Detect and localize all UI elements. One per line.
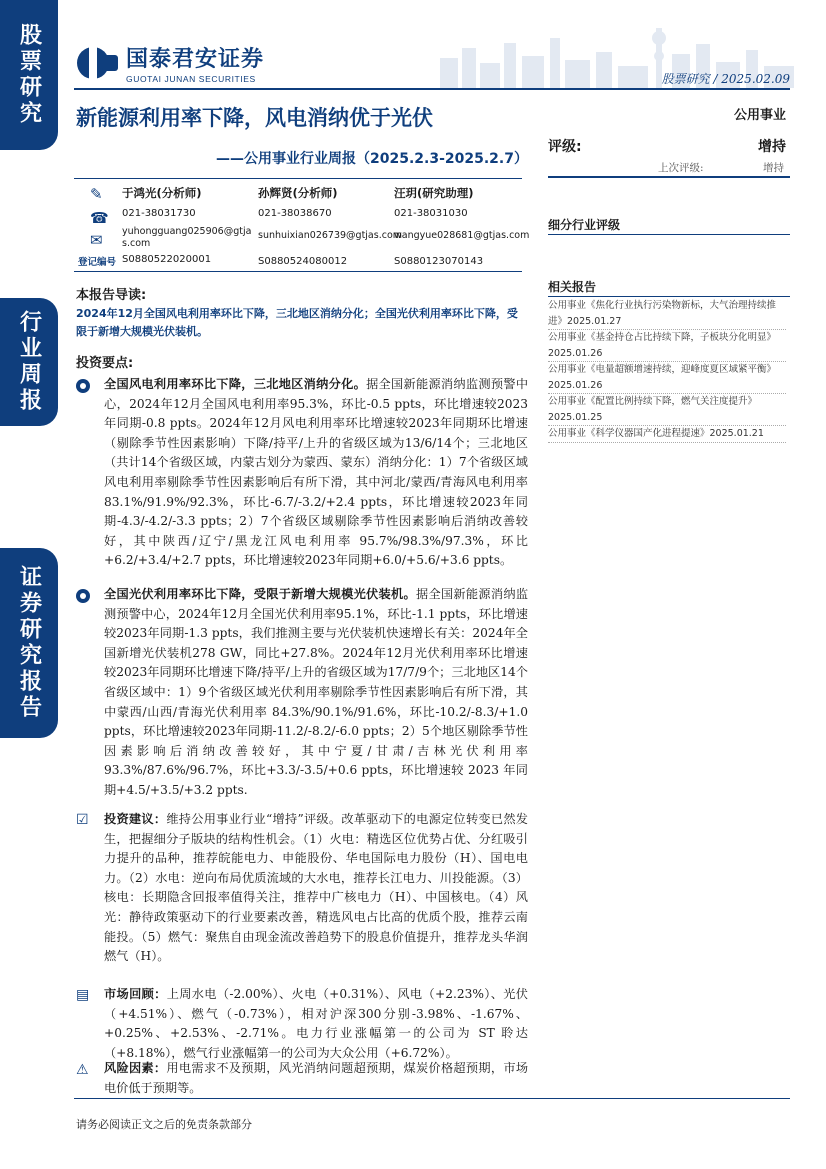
point-solar — [104, 585, 528, 801]
chart-icon: ▤ — [76, 987, 90, 1003]
author-3 — [394, 186, 530, 268]
checklist-icon: ☑ — [76, 812, 89, 828]
point-investment — [104, 810, 528, 967]
author-reg: S0880524080012 — [258, 256, 348, 267]
point-head: 市场回顾： — [104, 987, 167, 1001]
sidebar-block-weekly — [0, 298, 58, 426]
mail-icon: ✉ — [90, 231, 103, 249]
related-report-item[interactable]: 公用事业《电量超额增速持续，迎峰度夏区域紧平衡》2025.01.26 — [548, 362, 786, 394]
sidebar-label-weekly: 行业周报 — [16, 310, 42, 414]
related-report-item[interactable]: 公用事业《科学仪器国产化进程提速》2025.01.21 — [548, 426, 786, 443]
related-report-item[interactable]: 公用事业《基金持仓占比持续下降，子板块分化明显》2025.01.26 — [548, 330, 786, 362]
author-phone: 021-38031030 — [394, 208, 468, 219]
prev-rating-label: 上次评级: — [658, 162, 704, 174]
registration-label: 登记编号 — [78, 257, 117, 268]
sidebar-block-stock-research — [0, 0, 58, 150]
point-wind — [104, 375, 528, 571]
point-body: 据全国新能源消纳监测预警中心，2024年12月全国风电利用率95.3%，环比-0.5 ppts，环比增速较2023年同期-0.8 ppts。2024年12月风电利用率环比增速较2023年同期环比增速（剔除季节性因素影响）下降/持平/上升的省级区域为13/6/14个；三北地区（共计14个省级区域，内蒙古划分为蒙西、蒙东）消纳分化：1）7个省级区域风电利用率剔除季节性因素影响后有所下滑，其中河北/蒙西/青海风电利用率 83.1%/91.9%/92.3%，环比-6.7/-3.2/+2.4 ppts，环比增速较2023年同期-4.3/-4.2/-3.3 ppts；2）7个省级区域剔除季节性因素影响后消纳改善较好，其中陕西/辽宁/黑龙江风电利用率 95.7%/98.3%/97.3%，环比+6.2/+3.4/+2.7 ppts，环比增速较2023年同期+6.0/+5.6/+3.6 ppts。 — [104, 377, 529, 568]
report-subtitle: ——公用事业行业周报（2025.2.3-2025.2.7） — [216, 151, 528, 167]
point-head: 全国光伏利用率环比下降，受限于新增大规模光伏装机。 — [104, 587, 416, 601]
header-category: 股票研究 — [661, 72, 710, 86]
sub-rating-rule — [548, 234, 790, 235]
author-name: 汪玥(研究助理) — [394, 186, 474, 200]
point-head: 投资建议： — [104, 812, 167, 826]
footer-disclaimer: 请务必阅读正文之后的免责条款部分 — [76, 1118, 252, 1131]
point-head: 全国风电利用率环比下降，三北地区消纳分化。 — [104, 377, 367, 391]
header-separator: / — [713, 72, 722, 86]
header-rule — [74, 88, 790, 90]
author-name: 于鸿光(分析师) — [122, 186, 202, 200]
author-2 — [258, 186, 403, 268]
author-1 — [122, 187, 254, 266]
author-reg: S0880123070143 — [394, 256, 484, 267]
author-email[interactable]: yuhongguang025906@gtjas.com — [122, 226, 252, 249]
author-phone: 021-38031730 — [122, 208, 196, 219]
point-body: 维持公用事业行业“增持”评级。改革驱动下的电源定位转变已然发生，把握细分子版块的结构性机会。（1）火电：精选区位优势占优、分红吸引力提升的品种，推荐皖能电力、申能股份、华电国际电力股份（H）、国电电力。（2）水电：逆向布局优质流域的大水电，推荐长江电力、川投能源。（3）核电：长期隐含回报率值得关注，推荐中广核电力（H）、中国核电。（4）风光：静待政策驱动下的行业要素改善，精选风电占比高的优质个股，推荐云南能投。（5）燃气：聚焦自由现金流改善趋势下的股息价值提升，推荐龙头华润燃气（H）。 — [104, 812, 528, 964]
warning-icon: ⚠ — [76, 1062, 89, 1078]
rating-label: 评级: — [548, 139, 582, 155]
point-body: 上周水电（-2.00%）、火电（+0.31%）、风电（+2.23%）、光伏（+4.51%）、燃气（-0.73%），相对沪深300分别-3.98%、-1.67%、+0.25%、+2.53%、-2.71%。电力行业涨幅第一的公司为 ST 聆达（+8.18%），燃气行业涨幅第一的公司为大众公用（+6.72%）。 — [104, 987, 528, 1060]
author-phone: 021-38038670 — [258, 208, 332, 219]
point-body: 据全国新能源消纳监测预警中心，2024年12月全国光伏利用率95.1%，环比-1.1 ppts，环比增速较2023年同期-1.3 ppts，我们推测主要与光伏装机快速增长有关：2024年全国新增光伏装机278 GW，同比+27.8%。2024年12月光伏利用率环比增速较2023年同期环比增速下降/持平/上升的省级区域为17/7/9个；三北地区14个省级区域中：1）9个省级区域光伏利用率剔除季节性因素影响后有所下滑，其中蒙西/山西/青海光伏利用率 84.3%/90.1%/91.6%，环比-10.2/-8.3/+1.0 ppts，环比增速较2023年同期-11.2/-8.2/-6.0 ppts；2）5个地区剔除季节性因素影响后消纳改善较好，其中宁夏/甘肃/吉林光伏利用率 93.3%/87.6%/96.7%，环比+3.3/-3.5/+0.6 ppts，环比增速较 2023 年同期+4.5/+3.5/+3.2 ppts. — [104, 587, 529, 797]
rating-value: 增持 — [758, 139, 786, 155]
point-risk — [104, 1059, 528, 1098]
author-name: 孙辉贤(分析师) — [258, 186, 338, 200]
phone-icon: ☎ — [90, 209, 109, 227]
report-title: 新能源利用率下降，风电消纳优于光伏 — [76, 106, 433, 130]
header-date: 2025.02.09 — [721, 72, 790, 86]
pen-icon: ✎ — [90, 185, 103, 203]
point-head: 风险因素： — [104, 1061, 167, 1075]
footer-rule — [74, 1098, 790, 1099]
related-reports-list — [548, 298, 786, 443]
sidebar-label-stock-research: 股票研究 — [16, 23, 42, 127]
logo-cn-text: 国泰君安证券 — [126, 47, 265, 72]
related-report-item[interactable]: 公用事业《焦化行业执行污染物新标，大气治理持续推进》2025.01.27 — [548, 298, 786, 330]
related-report-item[interactable]: 公用事业《配置比例持续下降，燃气关注度提升》2025.01.25 — [548, 394, 786, 426]
company-logo — [76, 42, 264, 84]
guide-text: 2024年12月全国风电利用率环比下降，三北地区消纳分化；全国光伏利用率环比下降，受限于新增大规模光伏装机。 — [76, 307, 518, 338]
points-heading: 投资要点: — [76, 356, 134, 371]
point-market — [104, 985, 528, 1063]
guide-heading: 本报告导读: — [76, 288, 147, 303]
logo-en-text: GUOTAI JUNAN SECURITIES — [126, 74, 256, 84]
related-reports-rule — [548, 296, 790, 297]
bullet-icon — [76, 379, 90, 393]
author-email[interactable]: sunhuixian026739@gtjas.com — [258, 230, 403, 241]
industry-label: 公用事业 — [733, 108, 786, 123]
author-reg: S0880522020001 — [122, 254, 212, 265]
author-email[interactable]: wangyue028681@gtjas.com — [394, 230, 530, 241]
logo-mark-icon — [76, 46, 120, 80]
header-meta — [662, 70, 790, 87]
rating-rule — [548, 176, 790, 178]
sub-rating-title: 细分行业评级 — [548, 218, 621, 232]
authors-block — [74, 178, 530, 272]
bullet-icon — [76, 589, 90, 603]
point-body: 用电需求不及预期，风光消纳问题超预期，煤炭价格超预期，市场电价低于预期等。 — [104, 1061, 529, 1095]
prev-rating-value: 增持 — [763, 162, 784, 174]
left-sidebar — [0, 0, 58, 1169]
sidebar-label-report: 证券研究报告 — [16, 565, 42, 721]
sidebar-block-report — [0, 548, 58, 738]
related-reports-title: 相关报告 — [548, 280, 597, 294]
